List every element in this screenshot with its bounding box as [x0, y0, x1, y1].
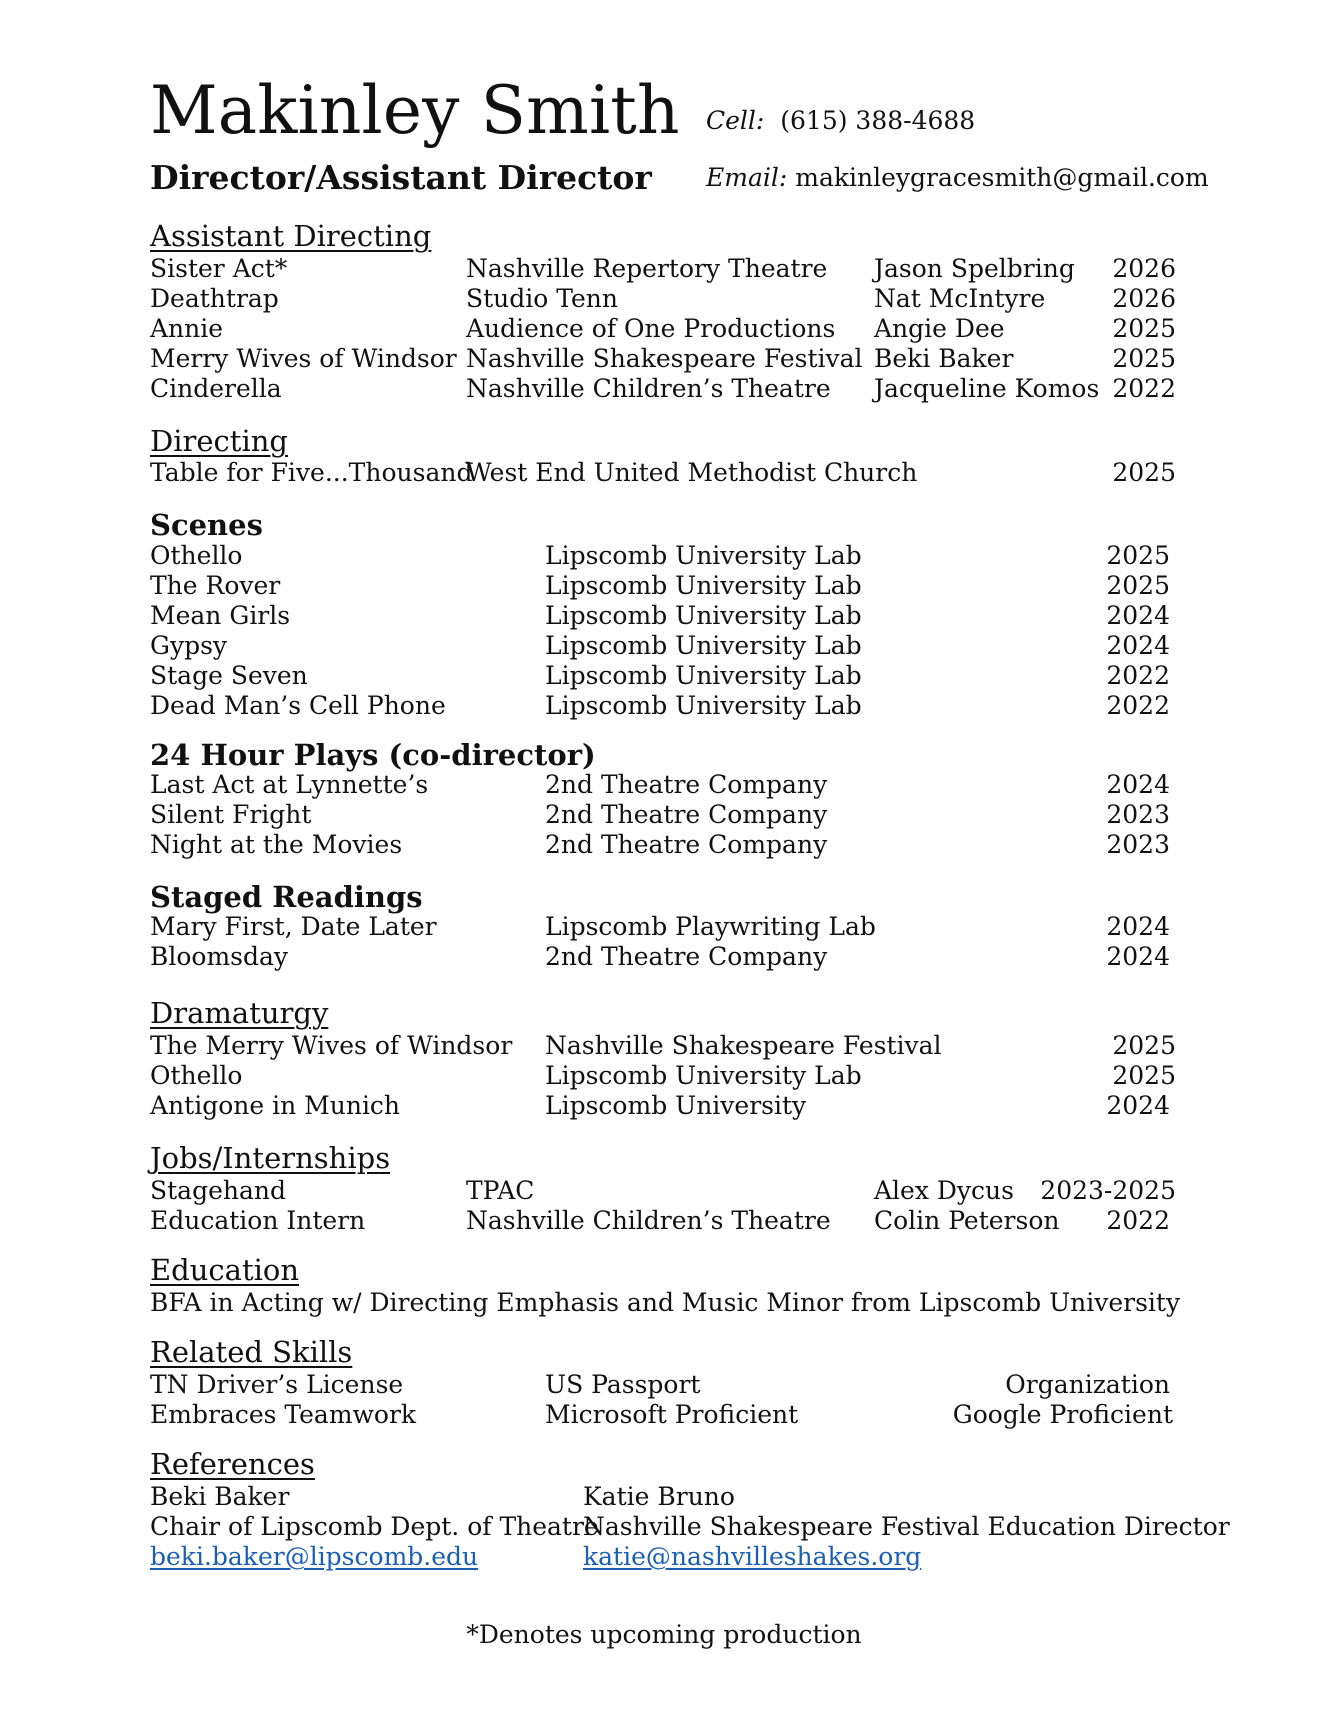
section-heading-directing: Directing [150, 424, 288, 458]
table-cell-show: Bloomsday [150, 942, 289, 971]
section-heading-references: References [150, 1447, 315, 1481]
table-cell-venue: 2nd Theatre Company [545, 942, 828, 971]
table-cell-venue: Lipscomb University Lab [545, 691, 862, 720]
table-cell-year: 2022 [1106, 1206, 1170, 1235]
table-cell-year: 2024 [1106, 1091, 1170, 1120]
table-cell-venue: Lipscomb Playwriting Lab [545, 912, 876, 941]
table-cell-year: 2025 [1106, 541, 1170, 570]
table-cell-venue: Lipscomb University [545, 1091, 807, 1120]
table-cell-year: 2024 [1106, 631, 1170, 660]
cell-label: Cell: [706, 106, 765, 135]
skill-item: Google Proficient [952, 1400, 1173, 1429]
table-cell-venue: Lipscomb University Lab [545, 661, 862, 690]
table-cell-year: 2025 [1106, 571, 1170, 600]
table-cell-year: 2023-2025 [1040, 1176, 1176, 1205]
table-cell-year: 2024 [1106, 601, 1170, 630]
table-cell-venue: Nashville Repertory Theatre [466, 254, 828, 283]
skill-item: Embraces Teamwork [150, 1400, 417, 1429]
table-cell-year: 2025 [1112, 344, 1176, 373]
table-cell-venue: Lipscomb University Lab [545, 631, 862, 660]
table-cell-supervisor: Alex Dycus [874, 1176, 1014, 1205]
email-label: Email: [706, 163, 788, 192]
reference-role: Chair of Lipscomb Dept. of Theatre [150, 1512, 599, 1541]
table-cell-director: Jacqueline Komos [874, 374, 1100, 403]
table-cell-venue: Nashville Shakespeare Festival [545, 1031, 942, 1060]
reference-email-link[interactable]: beki.baker@lipscomb.edu [150, 1542, 479, 1571]
section-heading-jobs: Jobs/Internships [150, 1141, 391, 1175]
table-cell-director: Angie Dee [874, 314, 1005, 343]
table-cell-year: 2025 [1112, 1061, 1176, 1090]
table-cell-show: Table for Five...Thousand [150, 458, 473, 487]
section-heading-24-hour-plays: 24 Hour Plays (co-director) [150, 738, 596, 772]
education-degree: BFA in Acting w/ Directing Emphasis and Music Minor from Lipscomb University [150, 1288, 1181, 1317]
table-cell-venue: Lipscomb University Lab [545, 571, 862, 600]
cell-value: (615) 388-4688 [780, 106, 976, 135]
table-cell-year: 2025 [1112, 458, 1176, 487]
table-cell-director: Beki Baker [874, 344, 1014, 373]
table-cell-show: Antigone in Munich [150, 1091, 401, 1120]
table-cell-venue: Lipscomb University Lab [545, 541, 862, 570]
footnote: *Denotes upcoming production [466, 1620, 862, 1649]
table-cell-show: The Rover [150, 571, 281, 600]
table-cell-show: Dead Man’s Cell Phone [150, 691, 446, 720]
table-cell-show: Mary First, Date Later [150, 912, 437, 941]
table-cell-show: Othello [150, 541, 243, 570]
contact-cell [706, 106, 975, 135]
section-heading-scenes: Scenes [150, 508, 263, 542]
skill-item: Organization [1005, 1370, 1170, 1399]
skill-item: TN Driver’s License [150, 1370, 404, 1399]
table-cell-year: 2026 [1112, 284, 1176, 313]
table-cell-year: 2024 [1106, 942, 1170, 971]
table-cell-venue: Audience of One Productions [466, 314, 836, 343]
table-cell-director: Nat McIntyre [874, 284, 1046, 313]
table-cell-venue: Lipscomb University Lab [545, 601, 862, 630]
reference-name: Katie Bruno [583, 1482, 735, 1511]
table-cell-director: Jason Spelbring [874, 254, 1075, 283]
contact-email [706, 163, 1209, 192]
table-cell-year: 2022 [1106, 661, 1170, 690]
table-cell-venue: Nashville Shakespeare Festival [466, 344, 863, 373]
applicant-title: Director/Assistant Director [150, 158, 652, 197]
table-cell-year: 2024 [1106, 912, 1170, 941]
table-cell-show: Annie [150, 314, 224, 343]
table-cell-year: 2023 [1106, 800, 1170, 829]
table-cell-year: 2022 [1112, 374, 1176, 403]
section-heading-dramaturgy: Dramaturgy [150, 996, 329, 1030]
table-cell-show: Gypsy [150, 631, 228, 660]
table-cell-venue: 2nd Theatre Company [545, 830, 828, 859]
table-cell-job: Education Intern [150, 1206, 366, 1235]
section-heading-related-skills: Related Skills [150, 1335, 353, 1369]
table-cell-show: Last Act at Lynnette’s [150, 770, 429, 799]
table-cell-venue: Nashville Children’s Theatre [466, 374, 831, 403]
section-heading-staged-readings: Staged Readings [150, 880, 423, 914]
table-cell-show: Othello [150, 1061, 243, 1090]
section-heading-education: Education [150, 1253, 300, 1287]
email-value: makinleygracesmith@gmail.com [795, 163, 1209, 192]
table-cell-show: Silent Fright [150, 800, 312, 829]
table-cell-show: Sister Act* [150, 254, 288, 283]
table-cell-show: Merry Wives of Windsor [150, 344, 457, 373]
table-cell-venue: Nashville Children’s Theatre [466, 1206, 831, 1235]
applicant-name: Makinley Smith [150, 72, 680, 149]
skill-item: Microsoft Proficient [545, 1400, 799, 1429]
table-cell-year: 2023 [1106, 830, 1170, 859]
reference-name: Beki Baker [150, 1482, 290, 1511]
table-cell-venue: 2nd Theatre Company [545, 770, 828, 799]
table-cell-show: Cinderella [150, 374, 282, 403]
table-cell-year: 2025 [1112, 1031, 1176, 1060]
reference-email-link[interactable]: katie@nashvilleshakes.org [583, 1542, 922, 1571]
table-cell-year: 2022 [1106, 691, 1170, 720]
table-cell-show: Mean Girls [150, 601, 291, 630]
table-cell-supervisor: Colin Peterson [874, 1206, 1060, 1235]
table-cell-show: Night at the Movies [150, 830, 403, 859]
table-cell-venue: 2nd Theatre Company [545, 800, 828, 829]
table-cell-show: Deathtrap [150, 284, 279, 313]
table-cell-venue: West End United Methodist Church [466, 458, 918, 487]
table-cell-job: Stagehand [150, 1176, 286, 1205]
table-cell-venue: Lipscomb University Lab [545, 1061, 862, 1090]
section-heading-assistant-directing: Assistant Directing [150, 219, 432, 253]
table-cell-venue: Studio Tenn [466, 284, 619, 313]
table-cell-show: The Merry Wives of Windsor [150, 1031, 513, 1060]
table-cell-venue: TPAC [466, 1176, 535, 1205]
reference-role: Nashville Shakespeare Festival Education Director [583, 1512, 1230, 1541]
skill-item: US Passport [545, 1370, 701, 1399]
table-cell-year: 2024 [1106, 770, 1170, 799]
table-cell-year: 2025 [1112, 314, 1176, 343]
table-cell-show: Stage Seven [150, 661, 308, 690]
table-cell-year: 2026 [1112, 254, 1176, 283]
